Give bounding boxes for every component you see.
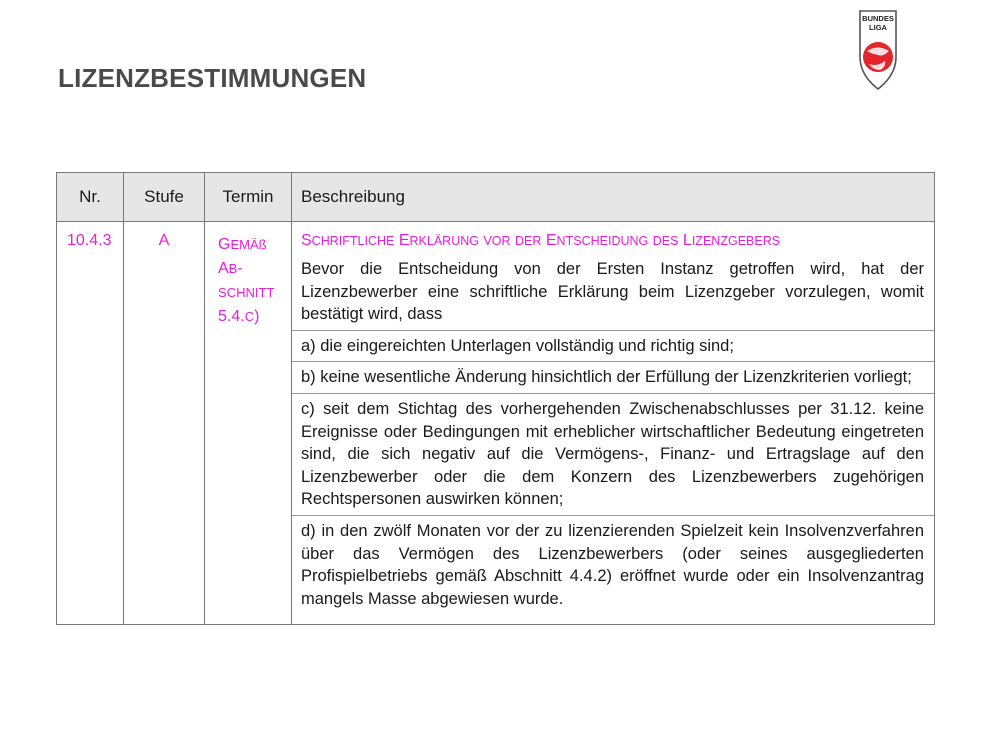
logo-text-line-2: LIGA [869, 23, 887, 32]
col-header-stufe: Stufe [124, 173, 205, 222]
cell-stufe: A [124, 222, 205, 625]
page-title: LIZENZBESTIMMUNGEN [58, 63, 367, 93]
termin-line: 5.4.C) [218, 308, 260, 325]
cell-beschreibung [292, 222, 935, 625]
paragraph-c: c) seit dem Stichtag des vorhergehenden Zwischenabschlusses per 31.12. keine Ereignisse oder Bedingungen mit erheblicher wirtschaftlicher Bedeutung eingetreten sind, die sich negativ auf die Vermögens-, Finanz- und Ertragslage auf den Lizenzbewerber oder die dem Konzern des Lizenzbewerbers zugehörigen Rechtspersonen auswirken können; [292, 393, 934, 515]
cell-nr: 10.4.3 [57, 222, 124, 625]
paragraph-d: d) in den zwölf Monaten vor der zu lizenzierenden Spielzeit kein Insolvenzverfahren über das Vermögen des Lizenzbewerbers (oder seines ausgegliederten Profispielbetriebs gemäß Abschnitt 4.4.2) eröffnet wurde oder ein Insolvenzantrag mangels Masse abgewiesen wurde. [292, 515, 934, 614]
termin-line: GEMÄß [218, 236, 267, 253]
paragraph-intro: Bevor die Entscheidung von der Ersten Instanz getroffen wird, hat der Lizenzbewerber eine schriftliche Erklärung beim Lizenzgeber vorzulegen, womit bestätigt wird, dass [301, 260, 924, 324]
termin-line: AB- [218, 260, 243, 277]
col-header-nr: Nr. [57, 173, 124, 222]
termin-line: SCHNITT [218, 285, 275, 300]
table-row [57, 222, 935, 625]
license-table [56, 172, 935, 625]
bundesliga-logo [858, 9, 898, 91]
table-header-row [57, 173, 935, 222]
logo-text-line-1: BUNDES [862, 14, 894, 23]
col-header-termin: Termin [205, 173, 292, 222]
paragraph-b: b) keine wesentliche Änderung hinsichtlich der Erfüllung der Lizenzkriterien vorliegt; [292, 361, 934, 393]
col-header-beschreibung: Beschreibung [292, 173, 935, 222]
paragraph-a: a) die eingereichten Unterlagen vollständig und richtig sind; [292, 330, 934, 362]
section-heading: SCHRIFTLICHE ERKLÄRUNG VOR DER ENTSCHEIDUNG DES LIZENZGEBERS [301, 232, 781, 249]
cell-termin [205, 222, 292, 625]
